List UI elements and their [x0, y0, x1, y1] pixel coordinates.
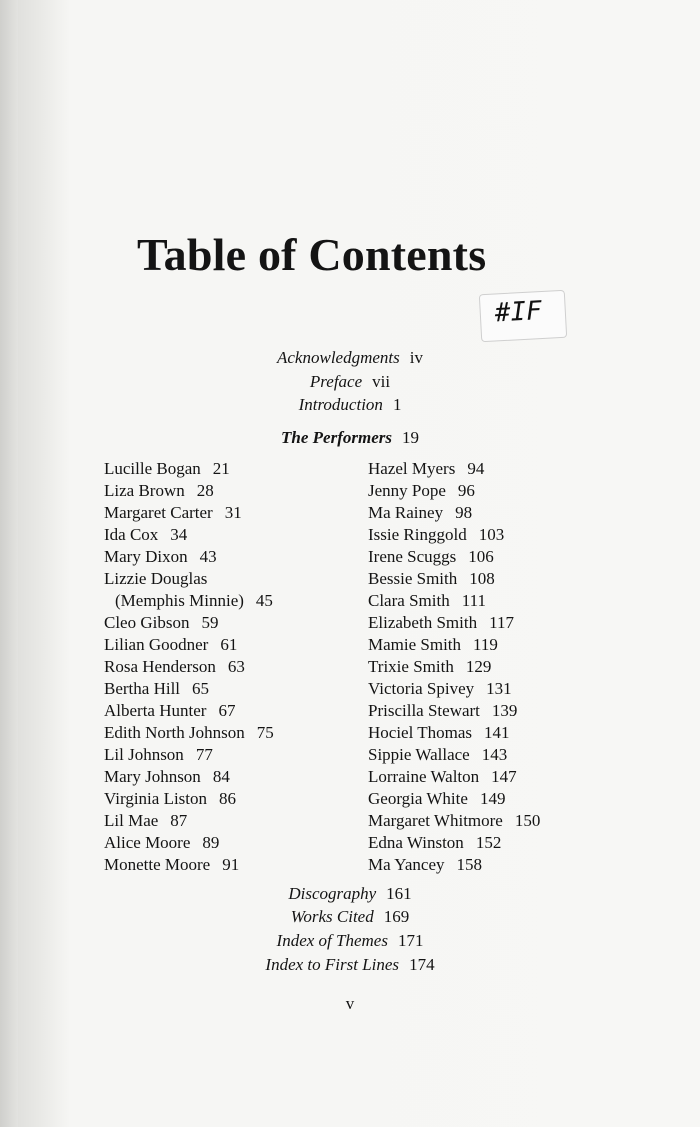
toc-entry-page: vii [372, 372, 391, 391]
performer-page: 34 [170, 525, 188, 544]
toc-entry-label: Works Cited [290, 907, 374, 926]
toc-entry-label: Preface [309, 372, 363, 391]
toc-entry[interactable] [368, 744, 540, 766]
toc-entry[interactable] [368, 854, 540, 876]
toc-entry[interactable] [104, 502, 274, 524]
performer-name: Monette Moore [104, 855, 211, 874]
performer-name: Victoria Spivey [368, 679, 475, 698]
performer-name: Clara Smith [368, 591, 450, 610]
performer-page: 43 [199, 547, 217, 566]
performer-name: Priscilla Stewart [368, 701, 480, 720]
toc-entry[interactable] [368, 546, 540, 568]
performer-name: Ma Rainey [368, 503, 444, 522]
performer-name: Bessie Smith [368, 569, 458, 588]
toc-entry-page: 1 [392, 395, 402, 414]
performer-page: 129 [465, 657, 492, 676]
performer-name: Alberta Hunter [104, 701, 207, 720]
performer-page: 103 [478, 525, 505, 544]
toc-entry[interactable] [104, 678, 274, 700]
performer-page: 139 [491, 701, 518, 720]
performer-name: Jenny Pope [368, 481, 446, 500]
toc-entry[interactable] [368, 568, 540, 590]
toc-entry[interactable] [104, 480, 274, 502]
performer-page: 77 [195, 745, 213, 764]
performer-page: 96 [457, 481, 475, 500]
performer-name: Mary Dixon [104, 547, 188, 566]
toc-entry[interactable] [104, 524, 274, 546]
toc-entry[interactable] [368, 634, 540, 656]
performer-name: Liza Brown [104, 481, 185, 500]
toc-entry[interactable] [368, 678, 540, 700]
toc-entry[interactable] [104, 700, 274, 722]
toc-entry[interactable] [104, 810, 274, 832]
toc-entry[interactable] [104, 744, 274, 766]
performer-name: Mary Johnson [104, 767, 201, 786]
performer-page: 111 [461, 591, 486, 610]
toc-entry[interactable] [368, 788, 540, 810]
toc-entry-label: Introduction [298, 395, 383, 414]
toc-entry-acknowledgments[interactable] [0, 348, 700, 368]
performers-left-column [104, 458, 274, 876]
toc-entry[interactable] [104, 766, 274, 788]
handwritten-note-text: #IF [494, 296, 543, 329]
performer-name: Hazel Myers [368, 459, 456, 478]
performer-page: 152 [475, 833, 502, 852]
performer-name: Sippie Wallace [368, 745, 470, 764]
performer-name: Mamie Smith [368, 635, 462, 654]
performer-name: Hociel Thomas [368, 723, 473, 742]
toc-entry[interactable] [368, 810, 540, 832]
toc-entry-page: 161 [386, 884, 412, 903]
performer-name: Ma Yancey [368, 855, 445, 874]
performer-name: Cleo Gibson [104, 613, 190, 632]
performer-page: 28 [196, 481, 214, 500]
performer-page: 143 [481, 745, 508, 764]
performer-page: 59 [201, 613, 219, 632]
section-heading-page: 19 [401, 428, 419, 447]
toc-entry[interactable] [104, 832, 274, 854]
performer-page: 63 [227, 657, 245, 676]
handwritten-note [479, 290, 567, 342]
toc-entry[interactable] [104, 722, 274, 744]
performer-page: 84 [212, 767, 230, 786]
toc-entry[interactable] [104, 634, 274, 656]
page-title: Table of Contents [137, 229, 487, 280]
toc-entry[interactable] [104, 788, 274, 810]
toc-entry[interactable] [368, 480, 540, 502]
toc-entry-label: Index of Themes [276, 931, 388, 950]
performer-name: Lilian Goodner [104, 635, 209, 654]
performer-page: 131 [486, 679, 512, 698]
performer-page: 21 [212, 459, 230, 478]
toc-entry[interactable] [368, 832, 540, 854]
performer-name: (Memphis Minnie) [115, 591, 244, 610]
performer-name: Margaret Carter [104, 503, 213, 522]
performer-page: 141 [484, 723, 510, 742]
toc-entry[interactable] [368, 656, 540, 678]
performer-page: 67 [218, 701, 236, 720]
performer-page: 45 [255, 591, 273, 610]
toc-entry-introduction[interactable] [0, 395, 700, 415]
toc-entry-label: Acknowledgments [277, 348, 400, 367]
toc-entry[interactable] [104, 854, 274, 876]
performer-page: 86 [219, 789, 237, 808]
toc-entry-label: Discography [288, 884, 377, 903]
performer-page: 89 [202, 833, 220, 852]
performer-name: Issie Ringgold [368, 525, 467, 544]
performer-page: 91 [222, 855, 240, 874]
performer-page: 119 [473, 635, 498, 654]
performer-name: Rosa Henderson [104, 657, 216, 676]
performers-right-column [368, 458, 540, 876]
performer-page: 75 [256, 723, 274, 742]
toc-entry-discography[interactable] [0, 884, 700, 904]
toc-entry[interactable] [368, 766, 540, 788]
toc-entry-index-of-themes[interactable] [0, 931, 700, 951]
performer-page: 117 [489, 613, 514, 632]
performer-page: 147 [491, 767, 517, 786]
performer-name: Trixie Smith [368, 657, 454, 676]
performer-name: Ida Cox [104, 525, 159, 544]
toc-entry[interactable] [368, 612, 540, 634]
performer-page: 106 [468, 547, 494, 566]
performer-name: Lizzie Douglas [104, 569, 208, 588]
toc-entry[interactable] [104, 656, 274, 678]
toc-entry-page: 174 [409, 955, 435, 974]
toc-entry-works-cited[interactable] [0, 907, 700, 927]
performer-name: Georgia White [368, 789, 468, 808]
toc-entry[interactable] [368, 590, 540, 612]
toc-entry[interactable] [368, 700, 540, 722]
performer-page: 94 [467, 459, 485, 478]
toc-entry-page: 171 [397, 931, 424, 950]
performer-name: Lucille Bogan [104, 459, 201, 478]
performer-name: Edith North Johnson [104, 723, 245, 742]
performer-page: 61 [220, 635, 238, 654]
performer-name: Alice Moore [104, 833, 191, 852]
performer-name: Irene Scuggs [368, 547, 457, 566]
performer-page: 31 [224, 503, 242, 522]
toc-entry[interactable] [104, 612, 274, 634]
toc-entry[interactable] [104, 546, 274, 568]
toc-entry-preface[interactable] [0, 372, 700, 392]
performer-page: 108 [469, 569, 495, 588]
toc-entry-index-to-first-lines[interactable] [0, 955, 700, 975]
performer-name: Lil Mae [104, 811, 159, 830]
section-heading-label: The Performers [281, 428, 392, 447]
performer-page: 158 [456, 855, 482, 874]
toc-entry-label: Index to First Lines [265, 955, 400, 974]
performer-page: 98 [455, 503, 473, 522]
performer-page: 150 [514, 811, 541, 830]
toc-entry-continued[interactable] [104, 590, 274, 612]
toc-entry-page: 169 [383, 907, 410, 926]
performer-page: 87 [170, 811, 188, 830]
performer-name: Virginia Liston [104, 789, 208, 808]
toc-entry-page: iv [409, 348, 423, 367]
toc-entry[interactable] [104, 568, 274, 590]
toc-entry[interactable] [368, 502, 540, 524]
page-number: v [345, 994, 355, 1013]
toc-entry[interactable] [368, 458, 540, 480]
performer-name: Margaret Whitmore [368, 811, 503, 830]
toc-entry[interactable] [368, 722, 540, 744]
performer-name: Elizabeth Smith [368, 613, 478, 632]
performer-name: Lil Johnson [104, 745, 184, 764]
performer-name: Lorraine Walton [368, 767, 480, 786]
performer-page: 65 [192, 679, 210, 698]
performer-name: Bertha Hill [104, 679, 181, 698]
toc-entry[interactable] [368, 524, 540, 546]
toc-entry[interactable] [104, 458, 274, 480]
performer-name: Edna Winston [368, 833, 464, 852]
performer-page: 149 [479, 789, 506, 808]
toc-section-performers[interactable] [0, 428, 700, 448]
